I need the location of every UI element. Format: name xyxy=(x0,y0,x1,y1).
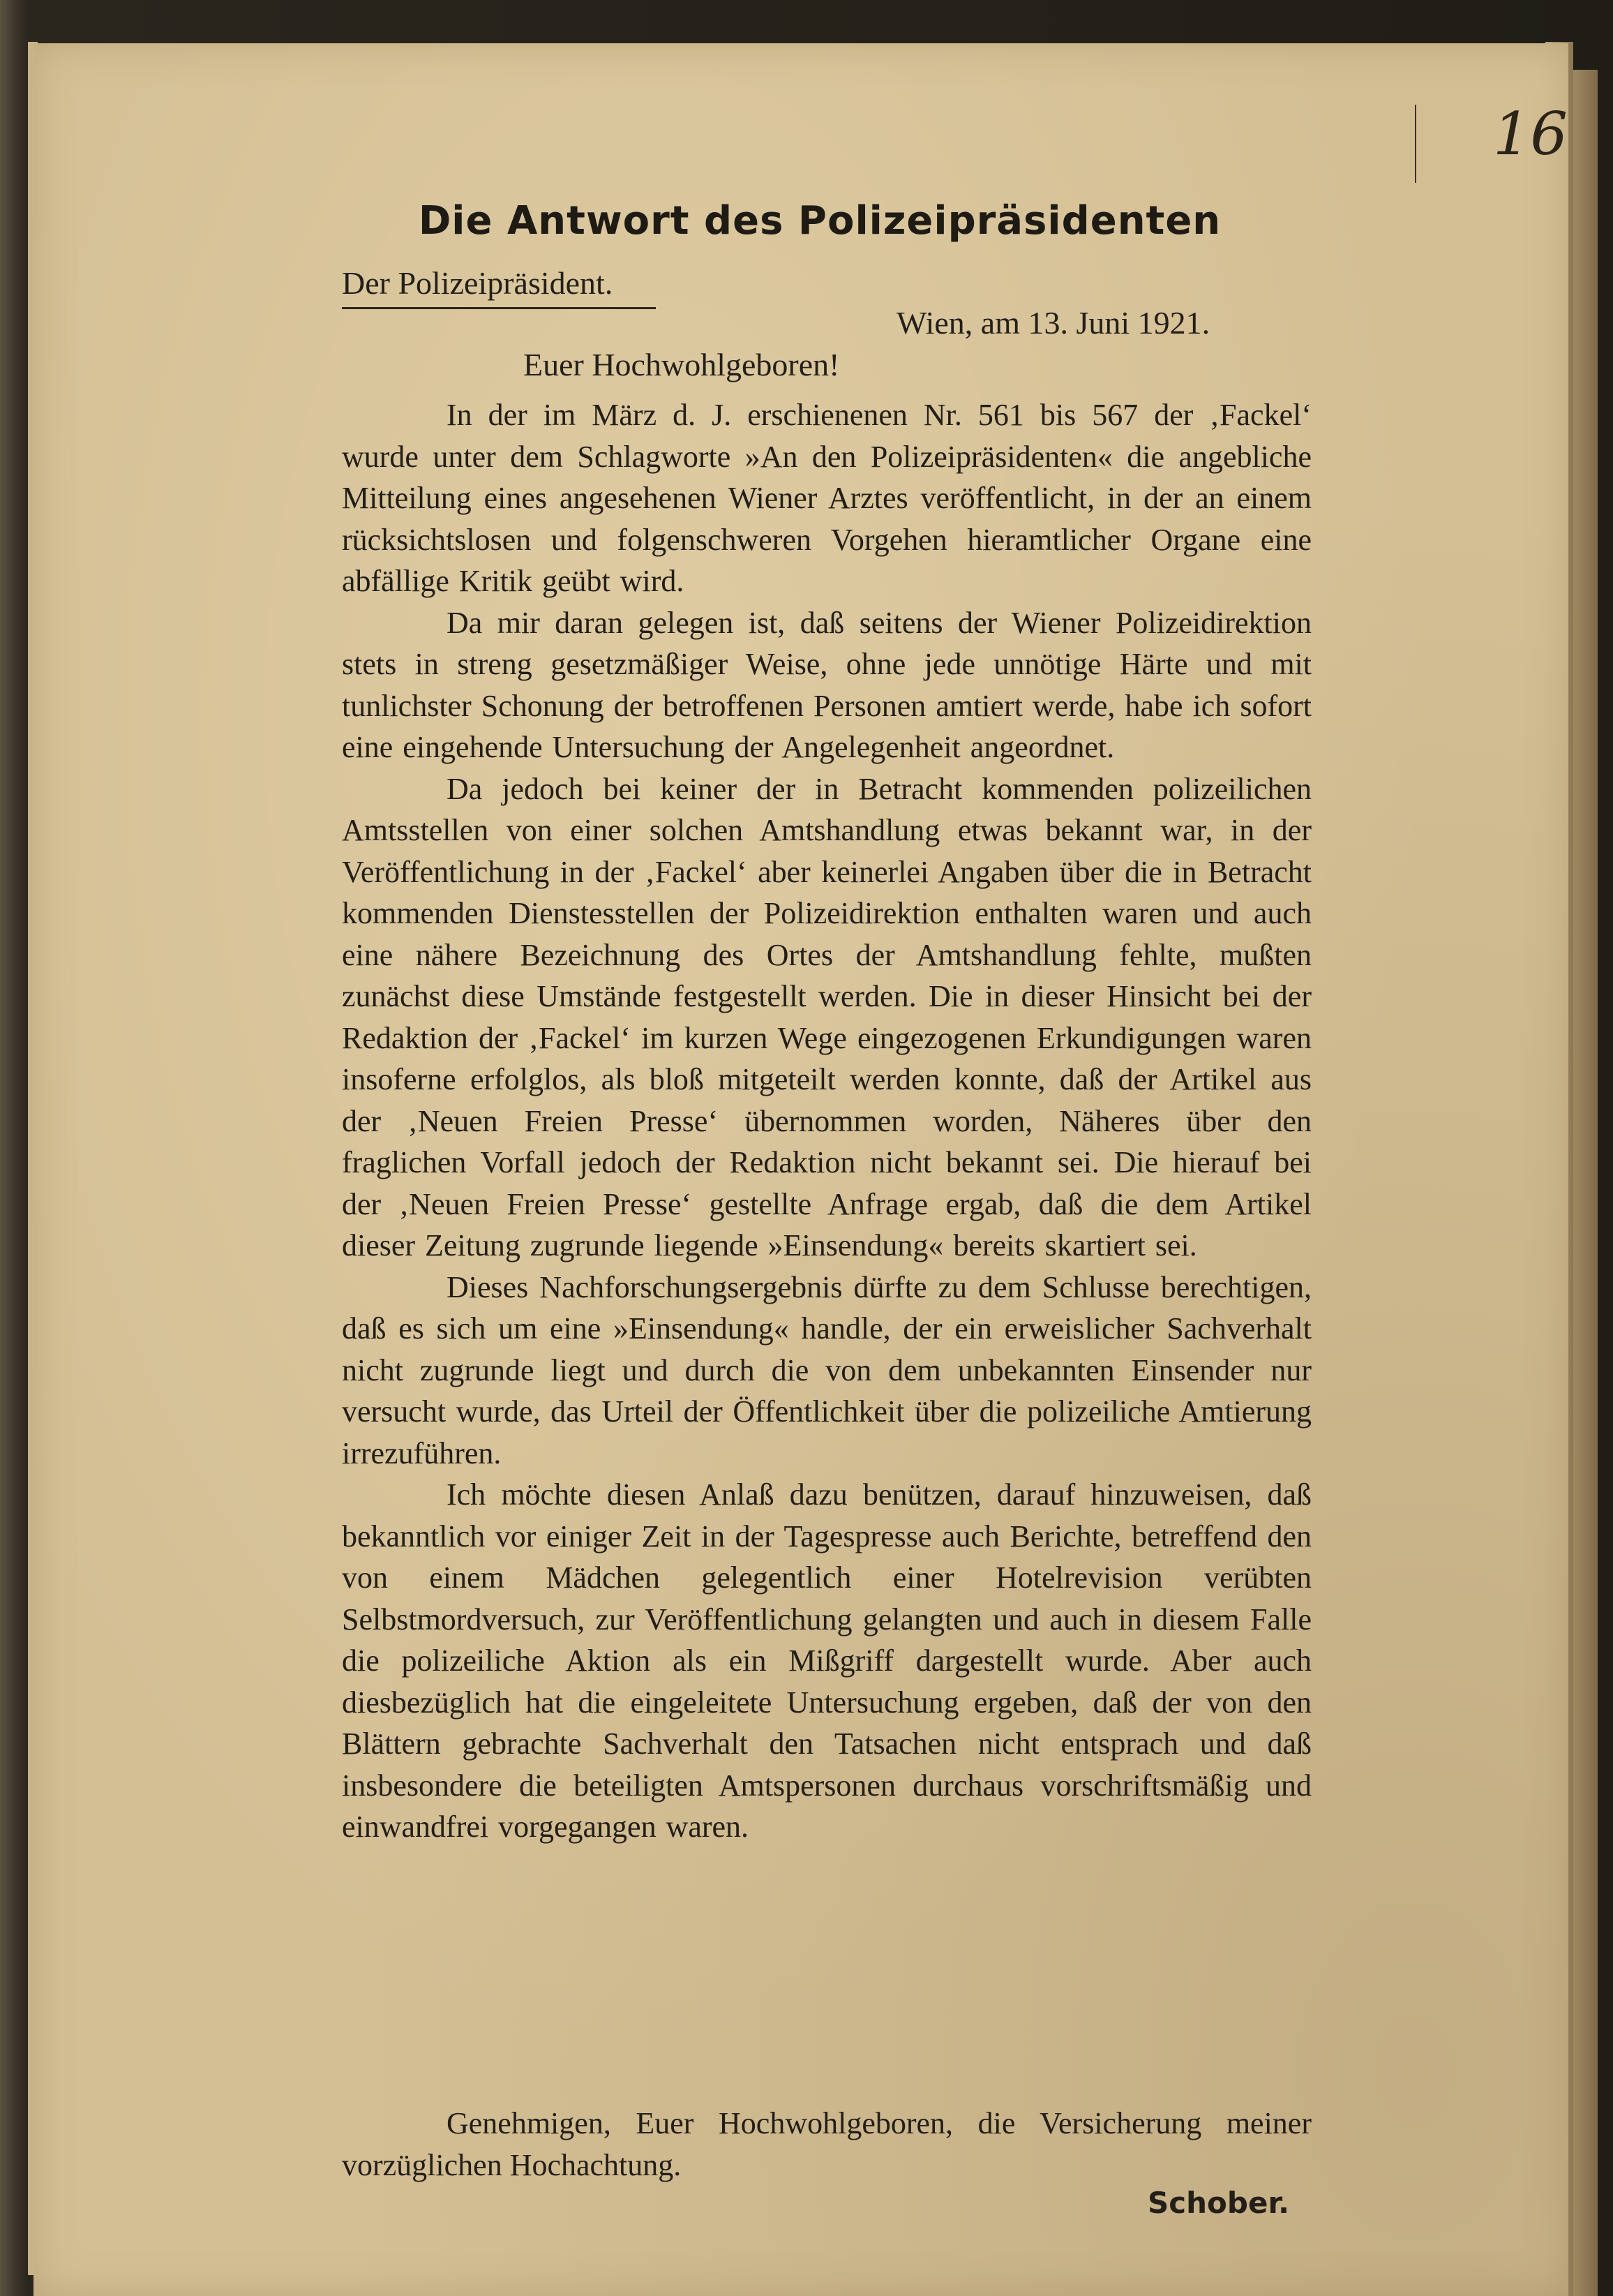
page-title: Die Antwort des Polizeipräsidenten xyxy=(418,198,1222,244)
letter-salutation: Euer Hochwohlgeboren! xyxy=(523,347,840,382)
letter-body xyxy=(342,394,1312,1848)
paragraph: In der im März d. J. erschienenen Nr. 561 bis 567 der ‚Fackel‘ wurde unter dem Schlagworte »An den Polizeipräsidenten« die angebliche Mitteilung eines angesehenen Wiener Arztes veröffentlicht, in der an einem rücksichtslosen und folgenschweren Vorgehen hieramtlicher Organe eine abfällige Kritik geübt wird. xyxy=(342,398,1312,598)
letter-sender: Der Polizeipräsident. xyxy=(342,265,613,301)
page-edge-stack-outer xyxy=(1570,70,1598,2296)
letter-closing: Genehmigen, Euer Hochwohlgeboren, die Versicherung meiner vorzüglichen Hochachtung. xyxy=(342,2106,1312,2182)
paragraph: Dieses Nachforschungsergebnis dürfte zu dem Schlusse berechtigen, daß es sich um eine »Einsendung« handle, der ein erweislicher Sachverhalt nicht zugrunde liegt und durch die von dem unbekannten Einsender nur versucht wurde, das Urteil der Öffentlichkeit über die polizeiliche Amtierung irrezuführen. xyxy=(342,1269,1312,1470)
folio-mark xyxy=(1415,105,1416,183)
letter-signature: Schober. xyxy=(1148,2186,1290,2220)
letter-date: Wien, am 13. Juni 1921. xyxy=(896,305,1210,341)
page-number: 16 xyxy=(1493,100,1568,168)
paragraph: Ich möchte diesen Anlaß dazu benützen, darauf hinzuweisen, daß bekanntlich vor einiger Zeit in der Tagespresse auch Berichte, betreffend den von einem Mädchen gelegentlich einer Hotelrevision verübten Selbstmordversuch, zur Veröffentlichung gelangten und auch in diesem Falle die polizeiliche Aktion als ein Mißgriff dargestellt wurde. Aber auch diesbezüglich hat die eingeleitete Untersuchung ergeben, daß der von den Blättern gebrachte Sachverhalt den Tatsachen nicht entsprach und daß insbesondere die beteiligten Amtspersonen durchaus vorschriftsmäßig und einwandfrei vorgegangen waren. xyxy=(342,1477,1312,1844)
paragraph: Da jedoch bei keiner der in Betracht kommenden polizeilichen Amtsstellen von einer solchen Amtshandlung etwas bekannt war, in der Veröffentlichung in der ‚Fackel‘ aber keinerlei Angaben über die in Betracht kommenden Dienstesstellen der Polizeidirektion enthalten waren und auch eine nähere Bezeichnung des Ortes der Amtshandlung fehlte, mußten zunächst diese Umstände festgestellt werden. Die in dieser Hinsicht bei der Redaktion der ‚Fackel‘ im kurzen Wege eingezogenen Erkundigungen waren insoferne erfolglos, als bloß mitgeteilt werden konnte, daß der Artikel aus der ‚Neuen Freien Presse‘ übernommen worden, Näheres über den fraglichen Vorfall jedoch der Redaktion nicht bekannt sei. Die hierauf bei der ‚Neuen Freien Presse‘ gestellte Anfrage ergab, daß die dem Artikel dieser Zeitung zugrunde liegende »Einsendung« bereits skartiert sei. xyxy=(342,771,1312,1262)
paragraph: Da mir daran gelegen ist, daß seitens der Wiener Polizeidirektion stets in streng gesetzmäßiger Weise, ohne jede unnötige Härte und mit tunlichster Schonung der betroffenen Personen amtiert werde, habe ich sofort eine eingehende Untersuchung der Angelegenheit angeordnet. xyxy=(342,605,1312,764)
sender-underline xyxy=(342,307,656,309)
